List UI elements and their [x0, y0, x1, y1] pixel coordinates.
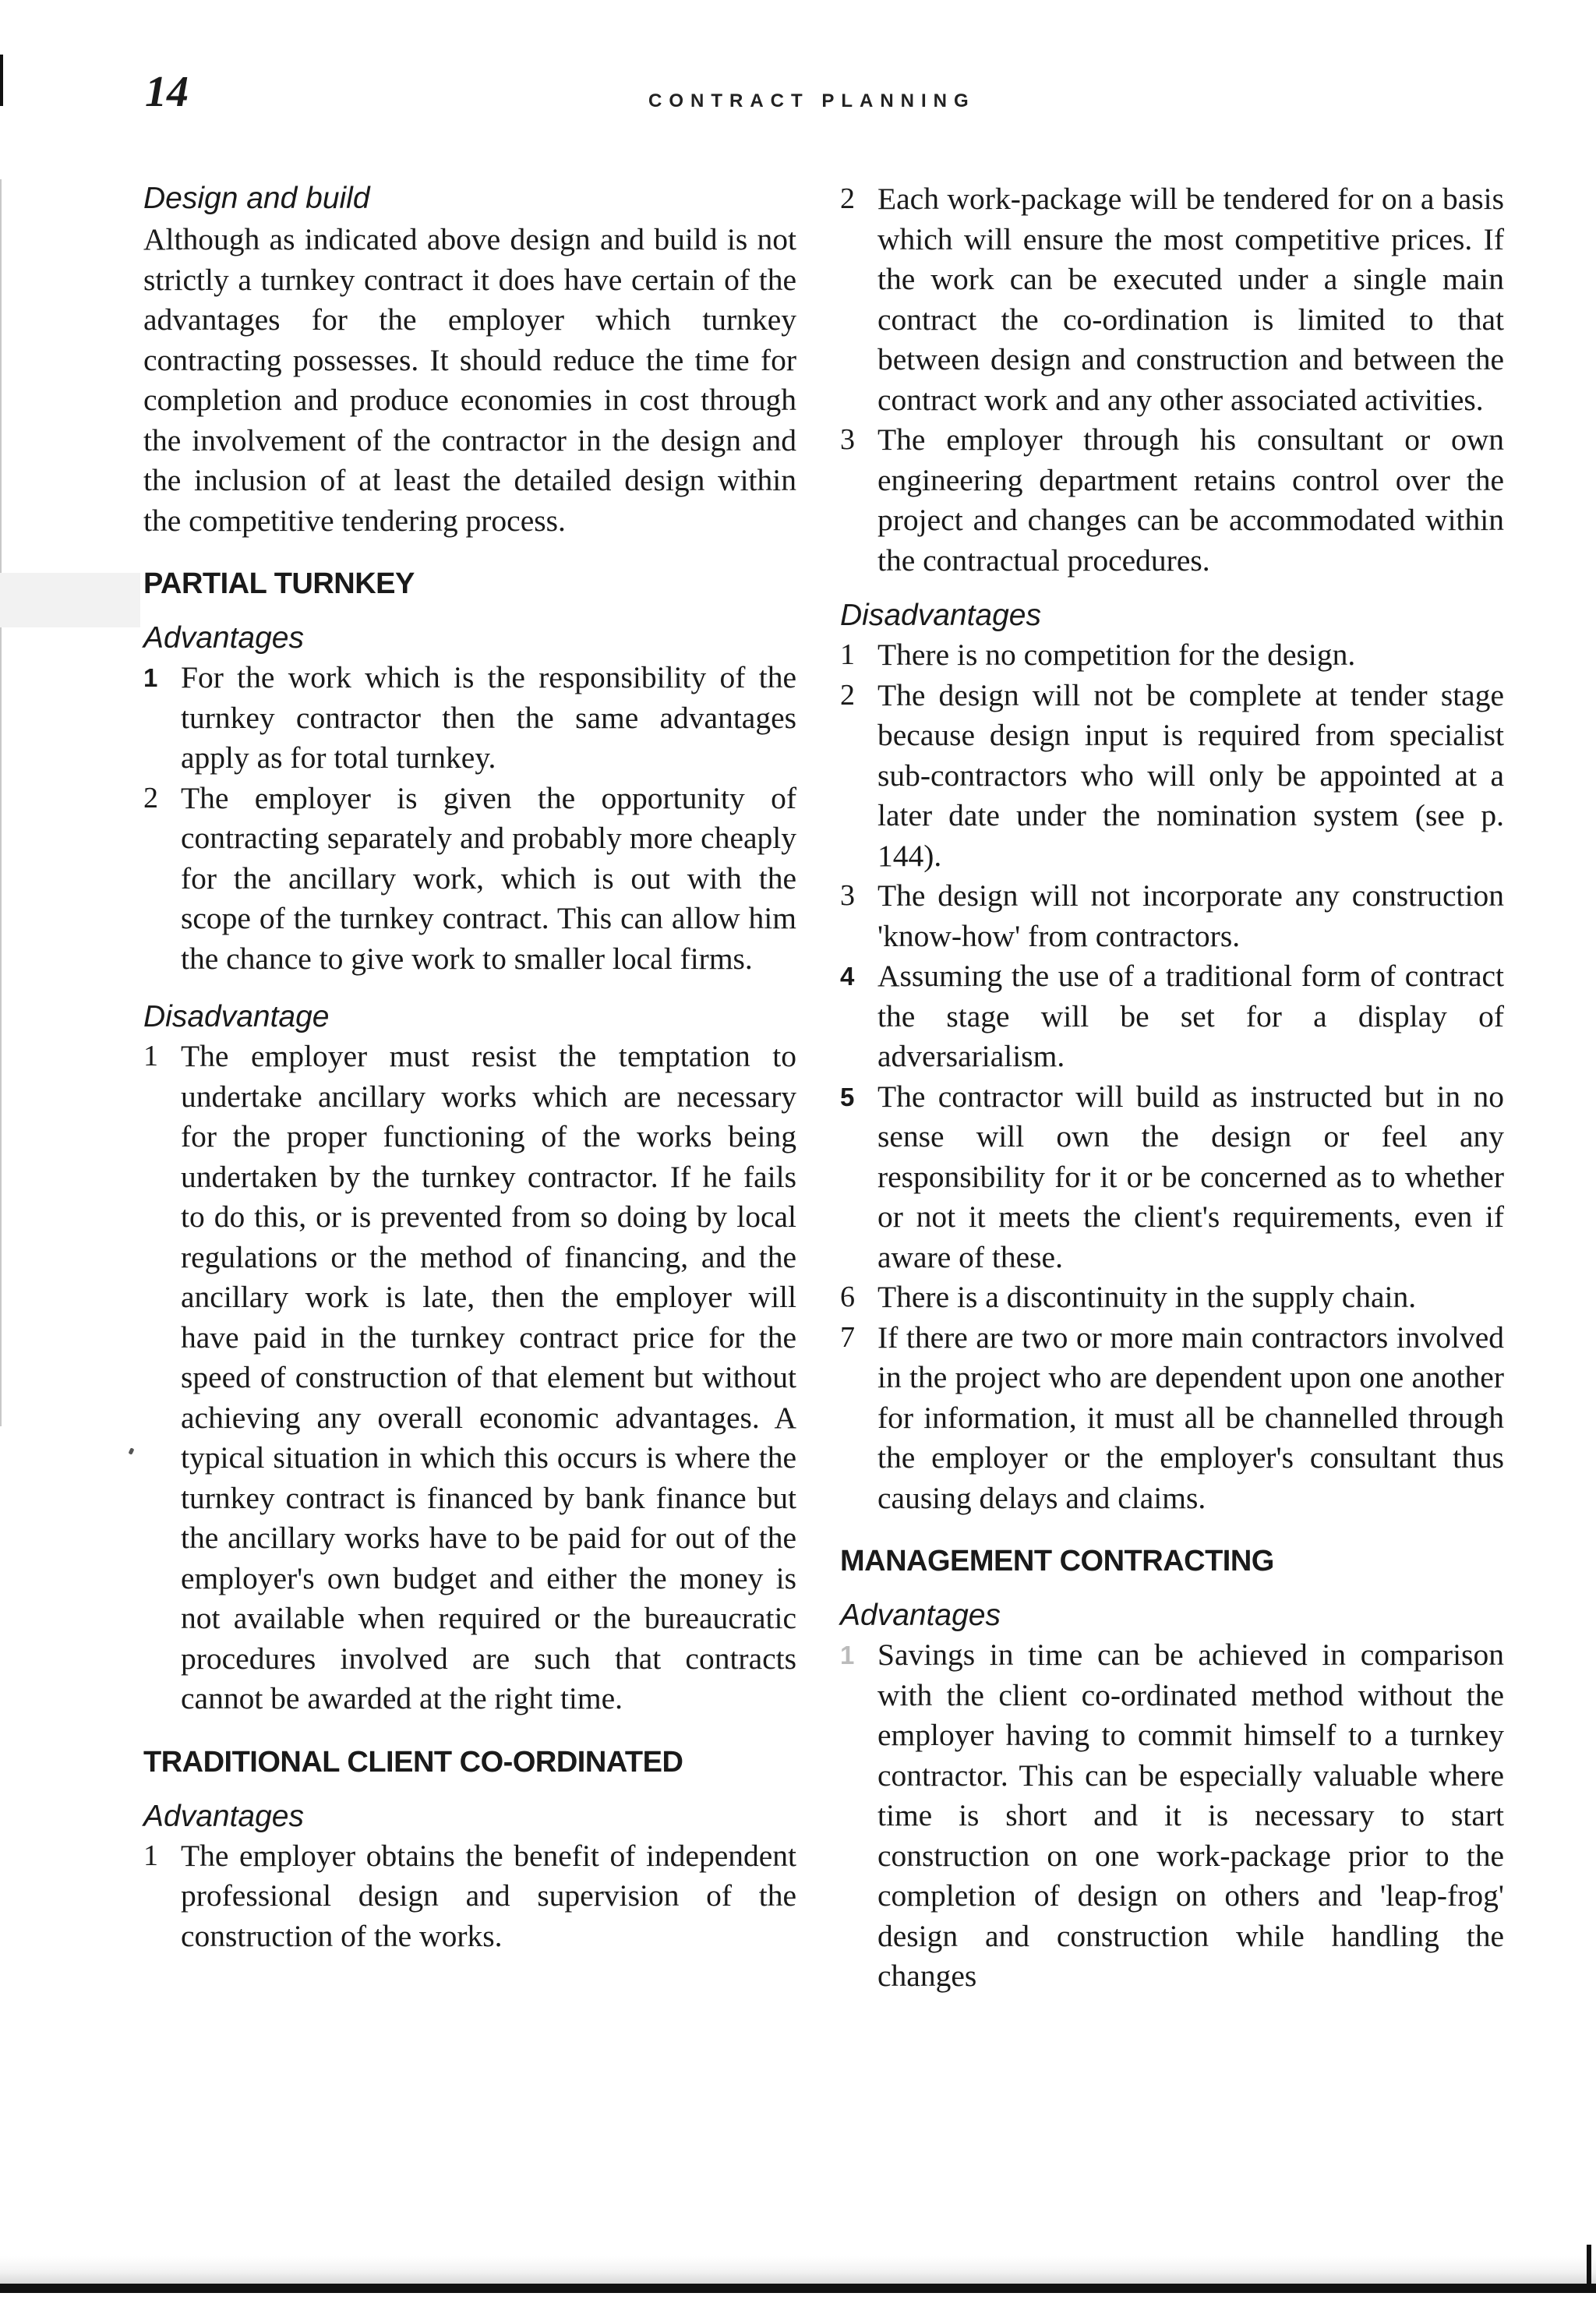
list-item — [143, 1836, 796, 1957]
item-text: The contractor will build as instructed but in no sense will own the design or feel any responsibility for it or be concerned as to whether or not it meets the client's requirements, even if aware of these. — [877, 1079, 1504, 1274]
item-number: 4 — [840, 962, 855, 991]
list-item — [840, 635, 1504, 676]
item-text: The design will not incorporate any construction 'know-how' from contractors. — [877, 878, 1504, 953]
partial-turnkey-advantages-heading: Advantages — [143, 621, 304, 655]
design-build-heading: Design and build — [143, 182, 370, 215]
traditional-disadvantages-list — [840, 635, 1504, 1518]
management-contracting-heading: MANAGEMENT CONTRACTING — [840, 1545, 1274, 1577]
partial-turnkey-advantages-list — [143, 658, 796, 979]
item-text: The employer must resist the temptation to undertake ancillary works which are necessary for the proper functioning of the works being undertaken by the turnkey contractor. If he fails to do this, or is prevented from so doing by local regulations or the method of financing, and the ancillary work is late, then the employer will have paid in the turnkey contract price for the speed of construction of that element but without achieving any overall economic advantages. A typical situation in which this occurs is where the turnkey contract is financed by bank finance but the ancillary works have to be paid for out of the employer's own budget and either the money is not available when required or the bureaucratic procedures involved are such that contracts cannot be awarded at the right time. — [181, 1039, 796, 1715]
item-text: The employer obtains the benefit of independent professional design and supervision of the construction of the works. — [181, 1838, 796, 1953]
management-advantages-heading: Advantages — [840, 1599, 1001, 1632]
item-text: The employer is given the opportunity of contracting separately and probably more cheaply for the ancillary work, which is out with the scope of the turnkey contract. This can allow him the chance to give work to smaller local firms. — [181, 780, 796, 976]
page-header — [0, 64, 1596, 126]
list-item — [840, 876, 1504, 956]
item-number: 1 — [840, 1641, 855, 1669]
item-number: 1 — [143, 663, 158, 692]
running-title: CONTRACT PLANNING — [648, 90, 976, 111]
item-text: Savings in time can be achieved in comparison with the client co-ordinated method without the employer having to commit himself to a turnkey contractor. This can be especially valuable where time is short and it is necessary to start construction on one work-package prior to the completion of design on others and 'leap-frog' design and construction while handling the changes — [877, 1638, 1504, 1993]
traditional-advantages-list — [143, 1836, 796, 1957]
traditional-advantages-heading: Advantages — [143, 1799, 304, 1833]
item-number: 2 — [840, 182, 855, 215]
left-column — [143, 179, 796, 1956]
traditional-heading: TRADITIONAL CLIENT CO-ORDINATED — [143, 1745, 683, 1779]
scan-corner-mark — [1587, 2245, 1591, 2288]
traditional-advantages-continued — [840, 179, 1504, 581]
right-column — [840, 179, 1504, 1997]
item-text: There is a discontinuity in the supply chain. — [877, 1280, 1417, 1314]
partial-turnkey-disadvantage-heading: Disadvantage — [143, 1000, 330, 1033]
partial-turnkey-disadvantage-list — [143, 1037, 796, 1719]
item-number: 3 — [840, 423, 855, 456]
list-item — [840, 179, 1504, 420]
scan-bottom-edge — [0, 2284, 1596, 2293]
item-text: There is no competition for the design. — [877, 638, 1356, 672]
list-item — [840, 1277, 1504, 1318]
list-item — [840, 1318, 1504, 1519]
design-build-paragraph: Although as indicated above design and build is not strictly a turnkey contract it does have certain of the advantages for the employer which turnkey contracting possesses. It should reduce the time for completion and produce economies in cost through the involvement of the contractor in the design and the inclusion of at least the detailed design within the competitive tendering process. — [143, 222, 796, 538]
item-number: 5 — [840, 1082, 855, 1111]
item-number: 3 — [840, 879, 855, 912]
item-text: For the work which is the responsibility of the turnkey contractor then the same advantages apply as for total turnkey. — [181, 660, 796, 775]
management-advantages-list — [840, 1635, 1504, 1997]
list-item — [840, 420, 1504, 581]
item-number: 2 — [143, 781, 158, 814]
list-item — [143, 658, 796, 779]
list-item — [840, 676, 1504, 877]
item-number: 1 — [143, 1839, 158, 1872]
item-number: 6 — [840, 1281, 855, 1313]
item-text: Each work-package will be tendered for on a basis which will ensure the most competitive prices. If the work can be executed under a single main contract the co-ordination is limited to that between design and construction and between the contract work and any other associated activities. — [877, 182, 1504, 417]
page-number: 14 — [145, 68, 189, 116]
item-text: The design will not be complete at tender stage because design input is required from specialist sub-contractors who will only be appointed at a later date under the nomination system (see p. 144). — [877, 677, 1504, 873]
item-number: 1 — [143, 1040, 158, 1072]
list-item — [840, 956, 1504, 1077]
scan-bottom-shadow — [0, 2256, 1596, 2284]
scan-shadow — [0, 573, 140, 627]
item-number: 2 — [840, 678, 855, 712]
partial-turnkey-heading: PARTIAL TURNKEY — [143, 567, 415, 600]
scan-speck — [129, 1447, 135, 1454]
item-number: 1 — [840, 638, 855, 671]
list-item — [143, 779, 796, 980]
list-item — [143, 1037, 796, 1719]
item-text: The employer through his consultant or own engineering department retains control over the project and changes can be accommodated within the contractual procedures. — [877, 422, 1504, 578]
scan-edge-line — [0, 179, 2, 1426]
item-text: If there are two or more main contractors involved in the project who are dependent upon one another for information, it must all be channelled through the employer or the employer's consultant thus causing delays and claims. — [877, 1320, 1504, 1515]
item-number: 7 — [840, 1320, 855, 1354]
list-item — [840, 1077, 1504, 1278]
item-text: Assuming the use of a traditional form of contract the stage will be set for a display of adversarialism. — [877, 959, 1504, 1073]
traditional-disadvantages-heading: Disadvantages — [840, 599, 1041, 632]
list-item — [840, 1635, 1504, 1997]
